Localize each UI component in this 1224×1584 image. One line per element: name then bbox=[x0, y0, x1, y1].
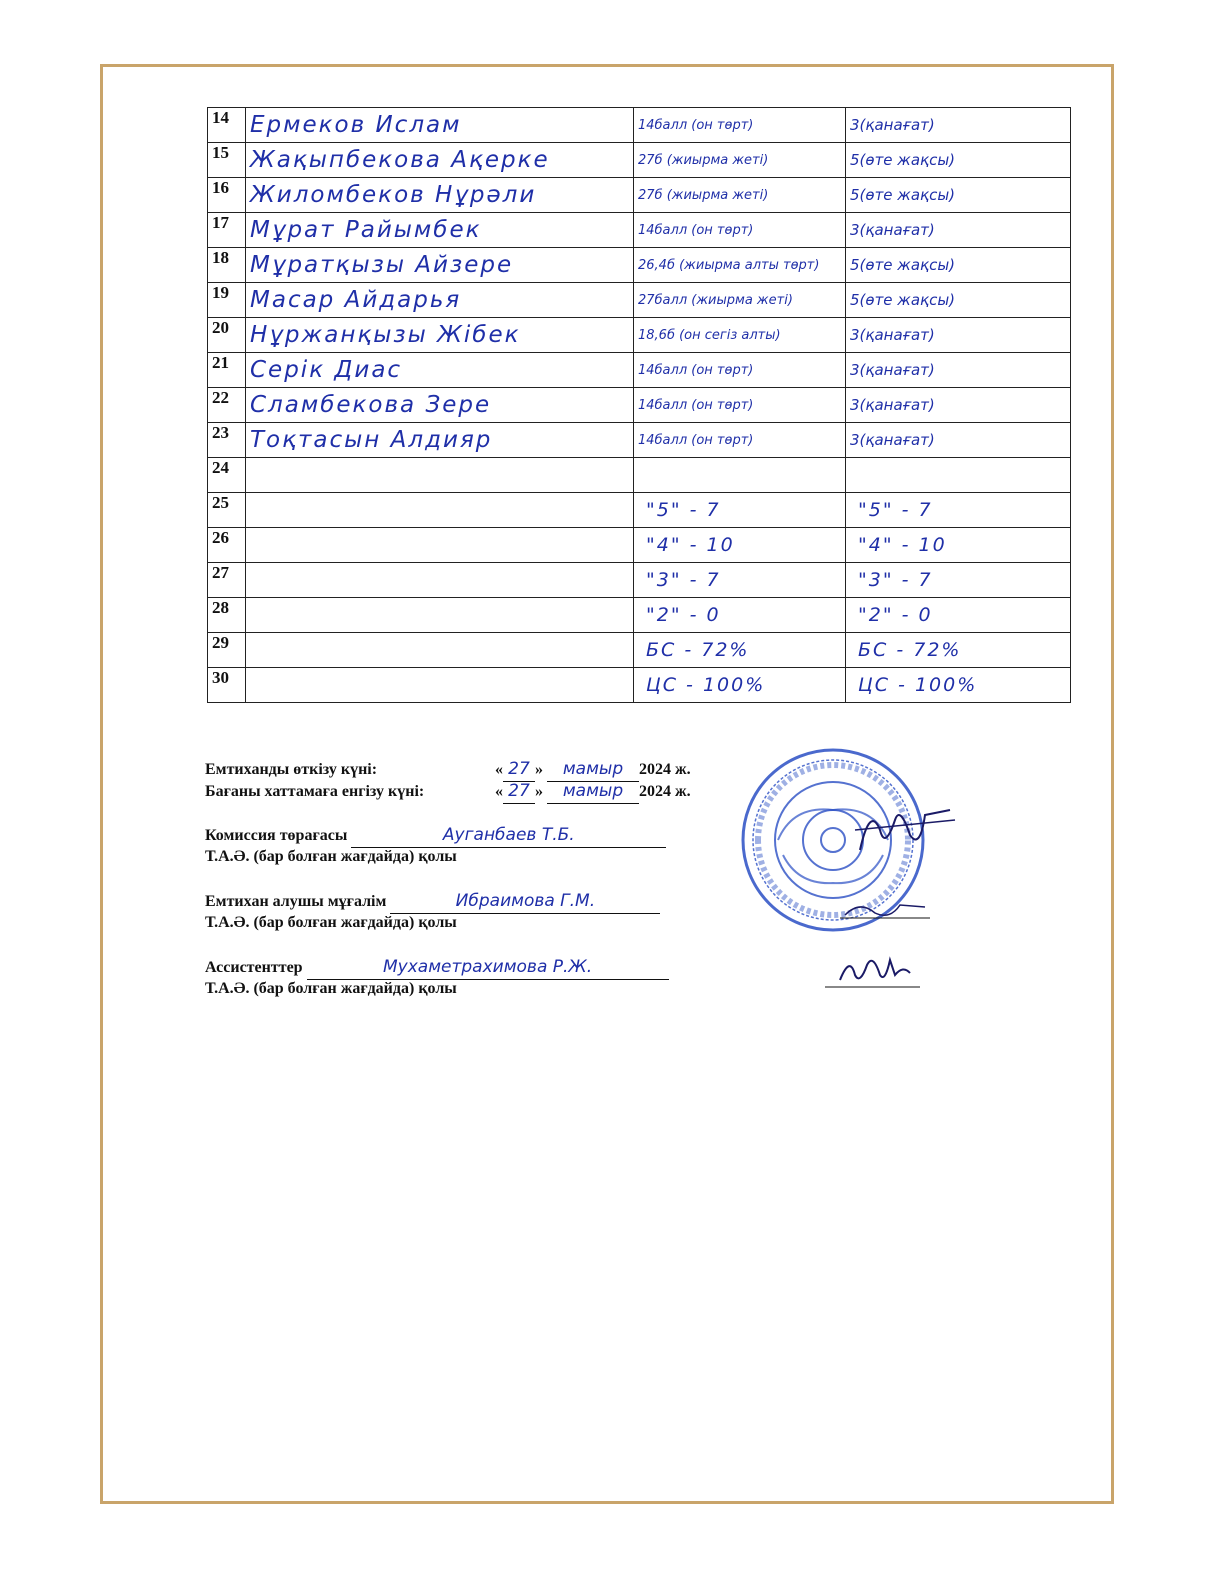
student-name: Серік Диас bbox=[250, 357, 403, 383]
teacher-sign-note: Т.А.Ә. (бар болған жағдайда) қолы bbox=[205, 914, 457, 931]
entry-date-line: Бағаны хаттамаға енгізу күні: « 27 » мамыр 2024 ж. bbox=[205, 780, 765, 802]
score-cell: 14балл (он төрт) bbox=[638, 398, 754, 413]
grade-cell: "5" - 7 bbox=[858, 499, 933, 521]
exam-month-field: мамыр bbox=[547, 758, 639, 782]
grade-cell: "2" - 0 bbox=[858, 604, 933, 626]
table-row bbox=[208, 423, 1071, 458]
grade-cell: 5(өте жақсы) bbox=[850, 290, 956, 309]
student-name: Жақыпбекова Ақерке bbox=[250, 147, 550, 173]
entry-date-label: Бағаны хаттамаға енгізу күні: bbox=[205, 783, 425, 800]
table-row bbox=[208, 493, 1071, 528]
chair-signature bbox=[850, 800, 960, 860]
grade-cell: 5(өте жақсы) bbox=[850, 150, 956, 169]
grade-cell: "3" - 7 bbox=[858, 569, 933, 591]
row-number: 29 bbox=[212, 633, 229, 652]
table-row bbox=[208, 598, 1071, 633]
table-row bbox=[208, 248, 1071, 283]
grade-cell: 3(қанағат) bbox=[850, 430, 935, 449]
exam-date-label: Емтиханды өткізу күні: bbox=[205, 761, 378, 778]
entry-year: 2024 ж. bbox=[639, 783, 691, 800]
grade-cell: 3(қанағат) bbox=[850, 115, 935, 134]
row-number: 27 bbox=[212, 563, 229, 582]
score-cell: "5" - 7 bbox=[646, 499, 721, 521]
row-number: 16 bbox=[212, 178, 229, 197]
exam-year: 2024 ж. bbox=[639, 761, 691, 778]
table-row bbox=[208, 318, 1071, 353]
table-row bbox=[208, 143, 1071, 178]
chair-line bbox=[205, 824, 765, 846]
grade-cell: 3(қанағат) bbox=[850, 395, 935, 414]
score-cell: 27б (жиырма жеті) bbox=[638, 188, 769, 203]
grade-cell: 5(өте жақсы) bbox=[850, 255, 956, 274]
table-row bbox=[208, 213, 1071, 248]
score-cell: 14балл (он төрт) bbox=[638, 363, 754, 378]
row-number: 22 bbox=[212, 388, 229, 407]
teacher-line bbox=[205, 890, 765, 912]
table-row bbox=[208, 563, 1071, 598]
row-number: 19 bbox=[212, 283, 229, 302]
teacher-label: Емтихан алушы мұғалім bbox=[205, 893, 387, 910]
score-cell: 14балл (он төрт) bbox=[638, 433, 754, 448]
score-cell: 14балл (он төрт) bbox=[638, 118, 754, 133]
row-number: 26 bbox=[212, 528, 229, 547]
grade-cell: 3(қанағат) bbox=[850, 360, 935, 379]
row-number: 28 bbox=[212, 598, 229, 617]
table-row bbox=[208, 108, 1071, 143]
assistants-sign-note: Т.А.Ә. (бар болған жағдайда) қолы bbox=[205, 980, 457, 997]
table-row bbox=[208, 388, 1071, 423]
table-row bbox=[208, 178, 1071, 213]
row-number: 25 bbox=[212, 493, 229, 512]
student-name: Жиломбеков Нұрәли bbox=[250, 182, 537, 208]
row-number: 20 bbox=[212, 318, 229, 337]
row-number: 17 bbox=[212, 213, 229, 232]
score-cell: 18,6б (он сегіз алты) bbox=[638, 328, 781, 343]
table-row bbox=[208, 633, 1071, 668]
assistants-line bbox=[205, 956, 765, 978]
student-name: Ермеков Ислам bbox=[250, 112, 462, 138]
score-cell: 27балл (жиырма жеті) bbox=[638, 293, 793, 308]
student-name: Нұржанқызы Жібек bbox=[250, 322, 521, 348]
score-cell: 14балл (он төрт) bbox=[638, 223, 754, 238]
protocol-footer bbox=[205, 758, 765, 1000]
student-name: Сламбекова Зере bbox=[250, 392, 492, 418]
chair-name-field: Ауганбаев Т.Б. bbox=[351, 824, 666, 848]
student-name: Тоқтасын Алдияр bbox=[250, 427, 493, 453]
exam-day-field: 27 bbox=[503, 758, 535, 782]
student-name: Масар Айдарья bbox=[250, 287, 462, 313]
exam-date-line: Емтиханды өткізу күні: « 27 » мамыр 2024 ж. bbox=[205, 758, 765, 780]
row-number: 18 bbox=[212, 248, 229, 267]
grade-cell: БС - 72% bbox=[858, 639, 962, 661]
table-row bbox=[208, 283, 1071, 318]
student-name: Мұратқызы Айзере bbox=[250, 252, 514, 278]
score-cell: 27б (жиырма жеті) bbox=[638, 153, 769, 168]
score-cell: ЦС - 100% bbox=[646, 674, 766, 696]
row-number: 21 bbox=[212, 353, 229, 372]
teacher-signature bbox=[840, 895, 930, 920]
grade-cell: ЦС - 100% bbox=[858, 674, 978, 696]
row-number: 24 bbox=[212, 458, 229, 477]
grades-table bbox=[207, 107, 1071, 703]
row-number: 30 bbox=[212, 668, 229, 687]
table-row bbox=[208, 668, 1071, 703]
score-cell: "3" - 7 bbox=[646, 569, 721, 591]
teacher-name-field: Ибраимова Г.М. bbox=[390, 890, 660, 914]
table-row bbox=[208, 353, 1071, 388]
grade-cell: "4" - 10 bbox=[858, 534, 947, 556]
score-cell: БС - 72% bbox=[646, 639, 750, 661]
entry-month-field: мамыр bbox=[547, 780, 639, 804]
assistant-name-field: Мухаметрахимова Р.Ж. bbox=[307, 956, 669, 980]
entry-day-field: 27 bbox=[503, 780, 535, 804]
assistant-signature bbox=[825, 945, 925, 990]
assistants-label: Ассистенттер bbox=[205, 959, 303, 976]
grade-cell: 5(өте жақсы) bbox=[850, 185, 956, 204]
score-cell: 26,4б (жиырма алты төрт) bbox=[638, 258, 820, 273]
student-name: Мұрат Райымбек bbox=[250, 217, 482, 243]
score-cell: "4" - 10 bbox=[646, 534, 735, 556]
table-row bbox=[208, 528, 1071, 563]
chair-label: Комиссия төрағасы bbox=[205, 827, 348, 844]
row-number: 15 bbox=[212, 143, 229, 162]
table-row bbox=[208, 458, 1071, 493]
grade-cell: 3(қанағат) bbox=[850, 220, 935, 239]
score-cell: "2" - 0 bbox=[646, 604, 721, 626]
chair-sign-note: Т.А.Ә. (бар болған жағдайда) қолы bbox=[205, 848, 457, 865]
row-number: 23 bbox=[212, 423, 229, 442]
row-number: 14 bbox=[212, 108, 229, 127]
grade-cell: 3(қанағат) bbox=[850, 325, 935, 344]
